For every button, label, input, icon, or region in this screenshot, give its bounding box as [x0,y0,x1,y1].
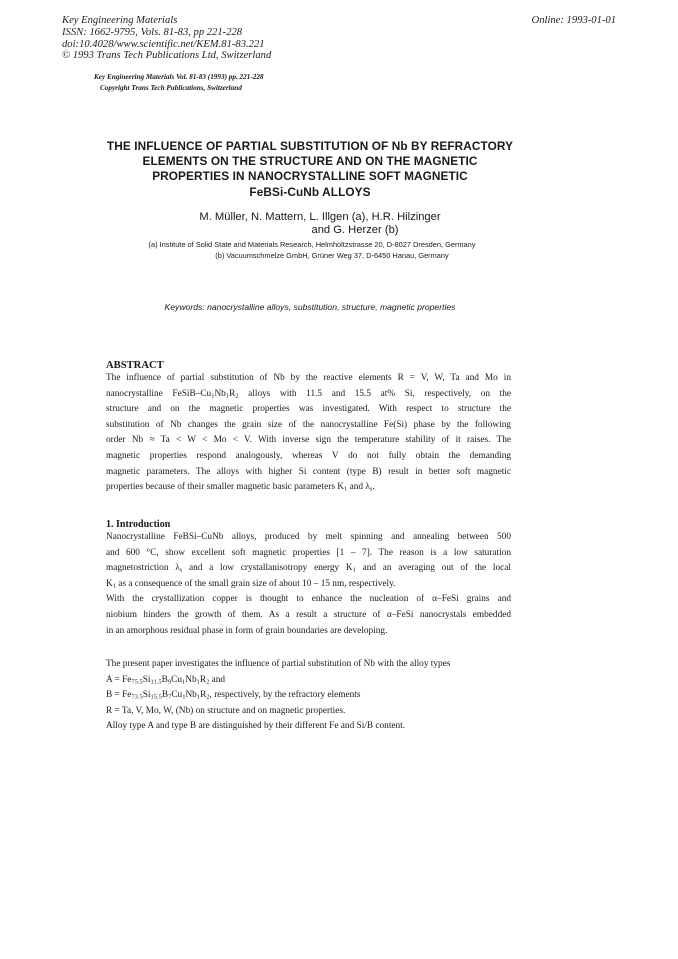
subscript: 1 [181,678,186,686]
subscript: 1 [352,566,356,574]
text-line: The influence of partial substitution of Nb by the reactive elements R = V, W, Ta and Mo in [106,373,511,383]
text-line: niobium hinders the growth of them. As a result a structure of α–FeSi nanocrystals embedded [106,609,511,620]
keywords-label: Keywords: [164,302,205,312]
introduction-body [106,530,511,639]
title-line: PROPERTIES IN NANOCRYSTALLINE SOFT MAGNETIC [152,169,468,184]
text-line: structure and on the magnetic properties was investigated. With respect to structure the [106,404,511,415]
text-run: . [372,482,375,493]
keywords [140,302,480,312]
affiliations [96,239,528,262]
affiliation-b: (b) Vacuumschmelze GmbH, Grüner Weg 37, D-6450 Hanau, Germany [215,251,449,261]
subscript: 2 [206,693,210,701]
text-run: Si [142,674,151,685]
alloy-type-b [106,688,511,704]
subscript: 1 [225,392,230,400]
subscript: 11.5 [150,678,162,686]
subscript: 73.5 [131,693,143,701]
journal-reference [94,72,264,93]
text-run: nanocrystalline FeSiB–Cu [106,388,212,399]
text-run: as a consequence of the small grain size of about 10 – 15 nm, respectively. [115,578,396,589]
text-line: R = Ta, V, Mo, W, (Nb) on structure and on magnetic properties. [106,705,346,716]
subscript: 1 [112,582,116,590]
text-run: B = Fe [106,690,132,701]
meta-copyright: © 1993 Trans Tech Publications Ltd, Switzerland [62,50,272,62]
text-run: R [200,690,207,701]
text-line: in an amorphous residual phase in form of grain boundaries are developing. [106,625,388,636]
text-run: Si [142,690,151,701]
subscript: s [179,566,183,574]
subscript: 1 [344,485,348,493]
abstract-body [106,371,511,496]
journal-copyright-line: Copyright Trans Tech Publications, Switzerland [100,83,242,92]
subscript: 1 [182,693,186,701]
text-line: With the crystallization copper is thought to enhance the nucleation of α–FeSi grains and [106,594,511,605]
subscript: s [369,485,373,493]
present-paper-body [106,657,511,735]
text-line [106,480,511,496]
title-line: FeBSi-CuNb ALLOYS [249,184,371,199]
text-run: Cu [171,690,183,701]
text-run: and a low crystallanisotropy energy K [182,563,353,574]
text-run: alloys with 11.5 and 15.5 at% Si, respectively, on the [238,388,511,399]
online-date: Online: 1993-01-01 [531,15,616,26]
authors-line: and G. Herzer (b) [311,224,399,236]
text-run: magnetostriction λ [106,563,180,574]
text-run: Nb [185,674,197,685]
text-line: Nanocrystalline FeBSi–CuNb alloys, produced by melt spinning and annealing between 500 [106,532,511,542]
meta-issn: ISSN: 1662-9795, Vols. 81-83, pp 221-228 [62,26,243,38]
text-run: B [161,690,169,701]
subscript: 2 [235,392,239,400]
text-run: K [106,578,113,589]
text-run: and [209,674,226,685]
journal-volume-line: Key Engineering Materials Vol. 81-83 (1993) pp. 221-228 [94,73,264,81]
introduction-heading: 1. Introduction [106,519,171,530]
text-line: and 600 °C, show excellent soft magnetic properties [1 – 7]. The reason is a low saturation [106,547,511,558]
title-line: ELEMENTS ON THE STRUCTURE AND ON THE MAGNETIC [142,154,478,169]
subscript: 15.5 [150,693,162,701]
meta-journal: Key Engineering Materials [62,15,178,26]
text-line [106,577,511,593]
subscript: 1 [211,392,215,400]
publication-metadata [62,15,271,62]
text-line: substitution of Nb changes the grain size of the nanocrystalline Fe(Si) phase by the following [106,419,511,430]
subscript: 1 [196,678,200,686]
text-run: Cu [171,674,182,685]
text-run: Nb [214,388,226,399]
text-line [106,387,511,403]
authors-line: M. Müller, N. Mattern, L. Illgen (a), H.R. Hilzinger [199,211,441,223]
text-run: A = Fe [106,674,132,685]
text-line: order Nb ≈ Ta < W < Mo < V. With inverse sign the temperature stability of it raises. The [106,435,511,446]
author-list [90,211,550,237]
title-line: THE INFLUENCE OF PARTIAL SUBSTITUTION OF Nb BY REFRACTORY [106,139,514,153]
subscript: 75.5 [131,678,143,686]
text-run: Nb [185,690,197,701]
text-line [106,561,511,577]
text-line: Alloy type A and type B are distinguished by their different Fe and Si/B content. [106,721,406,732]
subscript: 9 [167,678,172,686]
text-line: magnetic parameters. The alloys with higher Si content (type B) result in better soft magnetic [106,466,511,477]
text-run: B [161,674,168,685]
abstract-heading: ABSTRACT [106,360,164,371]
subscript: 1 [196,693,201,701]
subscript: 2 [206,678,210,686]
alloy-type-a [106,673,511,689]
paper-title [90,139,530,200]
affiliation-a: (a) Institute of Solid State and Materials Research, Helmholtzstrasse 20, D-8027 Dresden, Germany [148,240,476,249]
text-run: R [229,388,236,399]
subscript: 7 [168,693,172,701]
meta-doi: doi:10.4028/www.scientific.net/KEM.81-83.221 [62,38,265,50]
keywords-text: nanocrystalline alloys, substitution, structure, magnetic properties [207,302,456,312]
text-line: The present paper investigates the influence of partial substitution of Nb with the alloy types [106,659,451,669]
text-run: and an averaging out of the local [355,563,511,574]
text-run: properties because of their smaller magnetic basic parameters K [106,482,345,493]
text-run: R [199,674,207,685]
text-run: , respectively, by the refractory elements [209,690,361,701]
text-line: magnetic properties respond analogously, whereas V do not fully obtain the demanding [106,450,511,461]
text-run: and λ [347,482,370,493]
